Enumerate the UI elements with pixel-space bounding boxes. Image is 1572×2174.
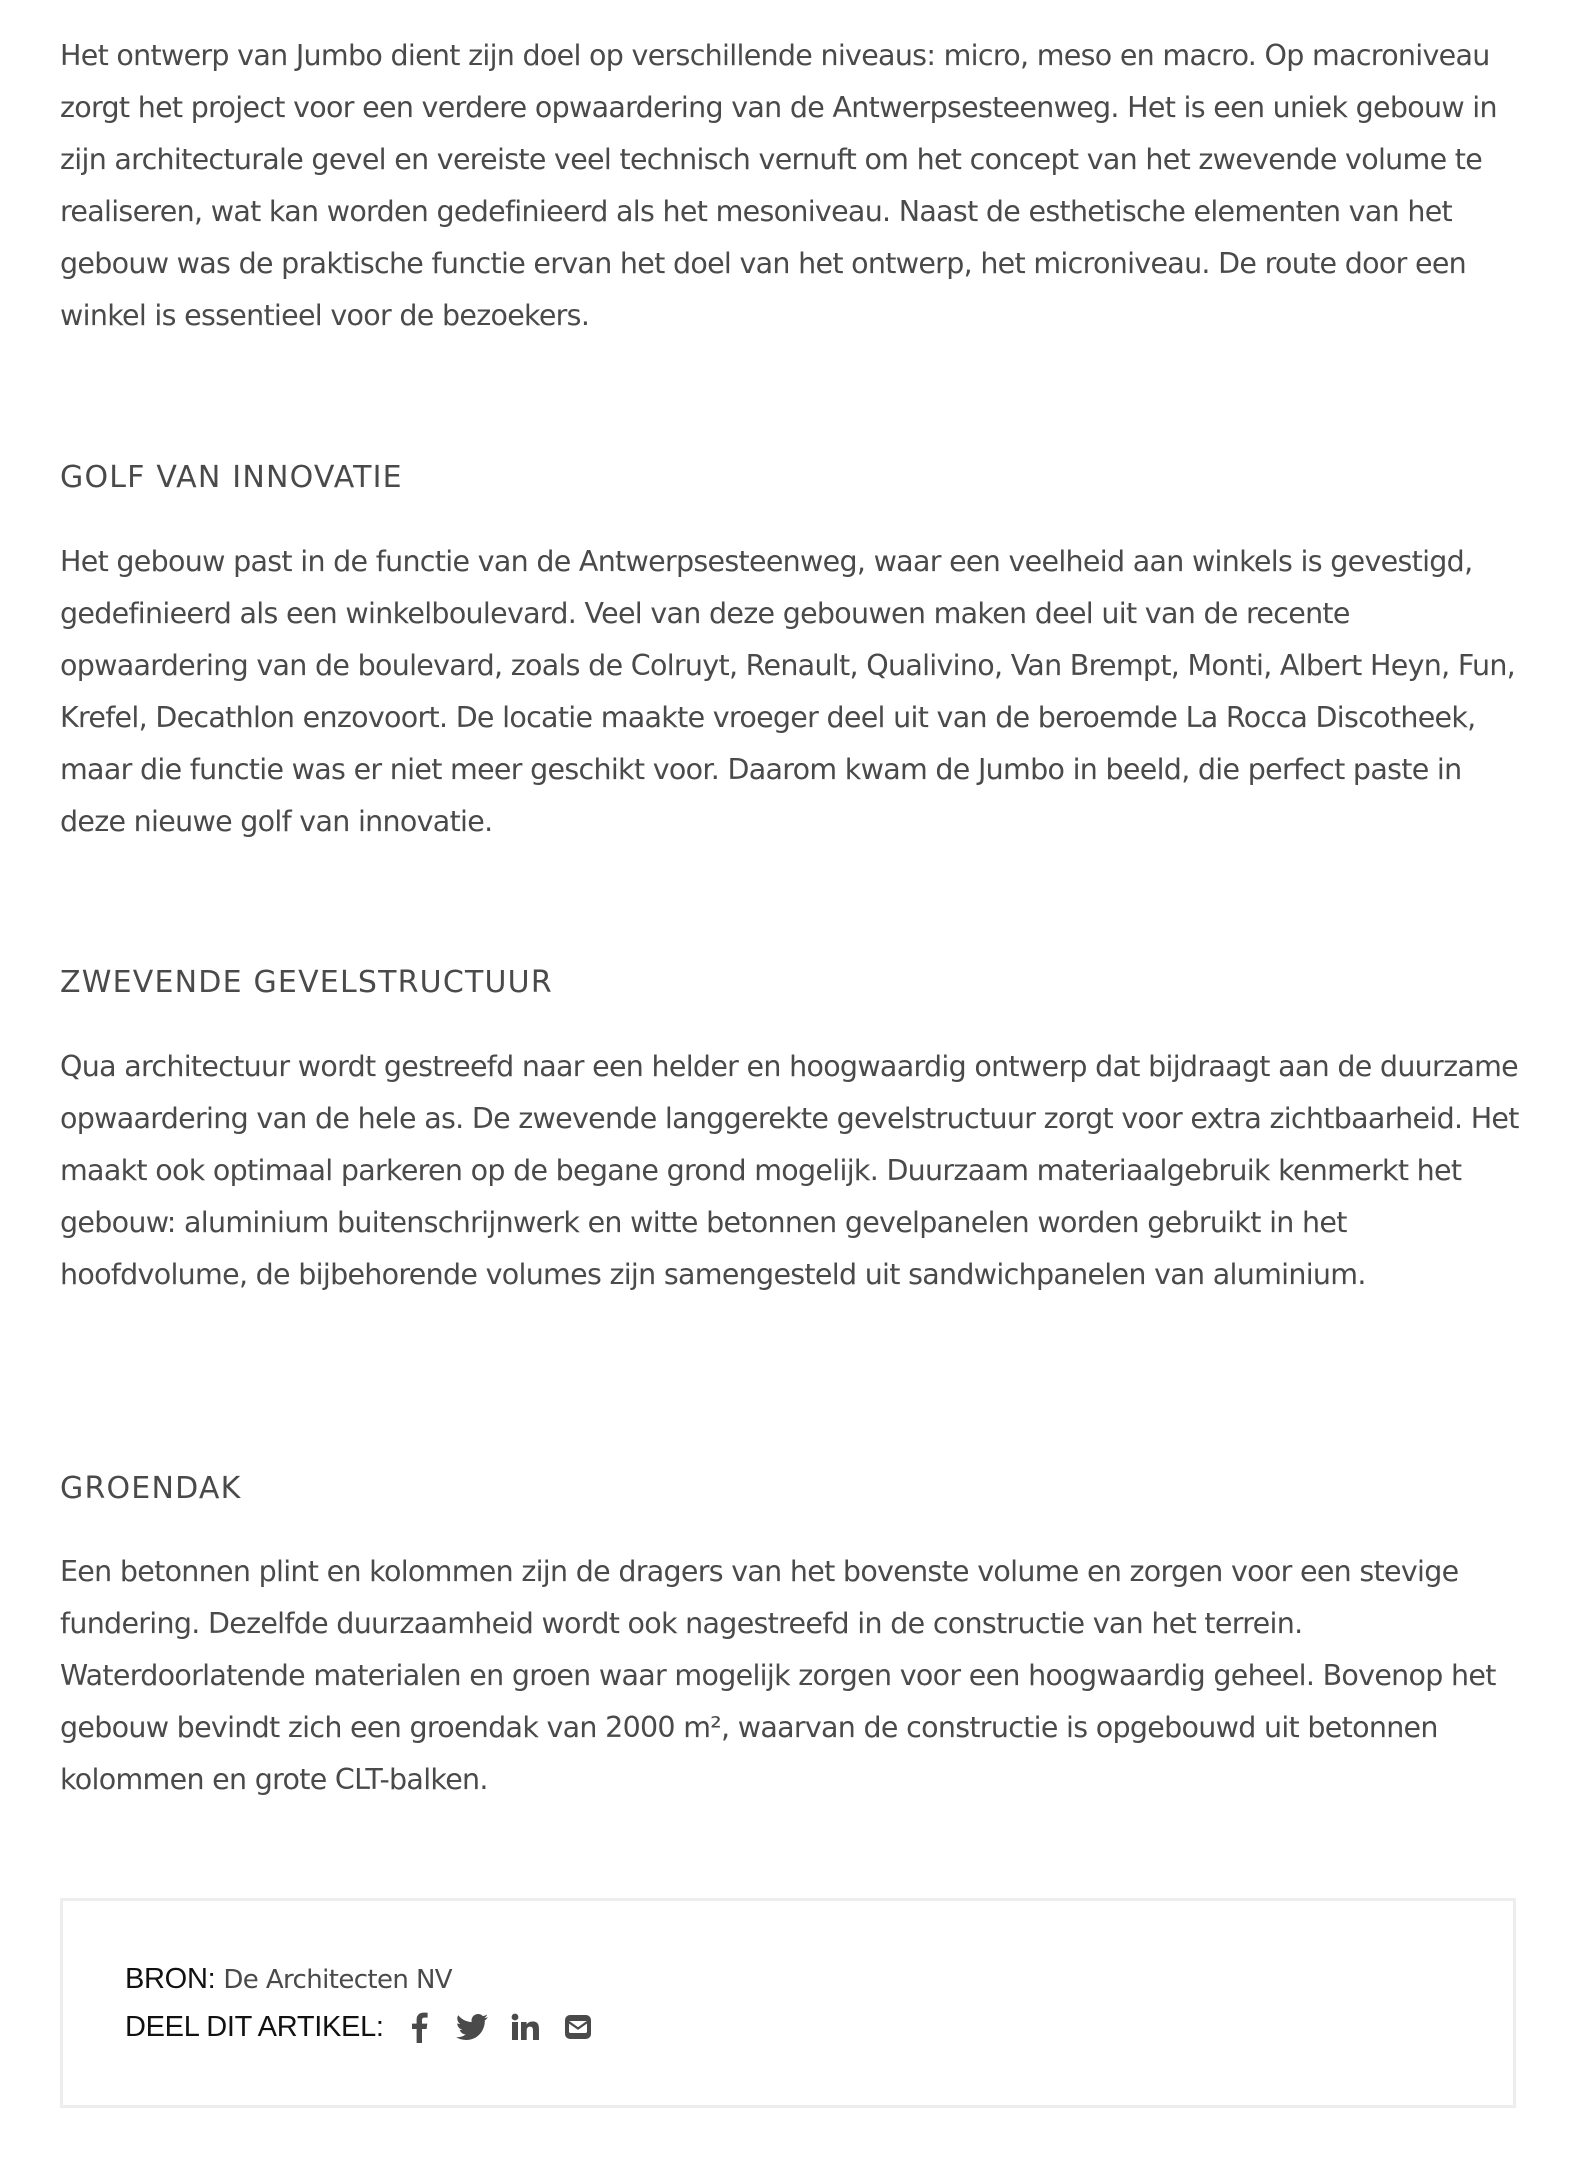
section-heading-zwevende-gevelstructuur: ZWEVENDE GEVELSTRUCTUUR [60, 965, 553, 1000]
intro-paragraph: Het ontwerp van Jumbo dient zijn doel op verschillende niveaus: micro, meso en macro. Op macroniveau zorgt het project voor een verdere opwaardering van de Antwerpsesteenweg. Het is een uniek gebouw in zijn architecturale gevel en vereiste veel technisch vernuft om het concept van het zwevende volume te realiseren, wat kan worden gedefinieerd als het mesoniveau. Naast de esthetische elementen van het gebouw was de praktische functie ervan het doel van het ontwerp, het microniveau. De route door een winkel is essentieel voor de bezoekers. [60, 39, 1497, 332]
source-share-box [60, 1898, 1516, 2108]
share-icons [402, 2010, 614, 2044]
twitter-icon[interactable] [455, 2010, 489, 2044]
source-label: BRON: [125, 1963, 216, 1995]
source-value: De Architecten NV [223, 1965, 452, 1995]
share-label: DEEL DIT ARTIKEL: [125, 2010, 384, 2043]
linkedin-icon[interactable] [508, 2010, 542, 2044]
section-paragraph-groendak: Een betonnen plint en kolommen zijn de dragers van het bovenste volume en zorgen voor een stevige fundering. Dezelfde duurzaamheid wordt ook nagestreefd in de constructie van het terrein. Waterdoorlatende materialen en groen waar mogelijk zorgen voor een hoogwaardig geheel. Bovenop het gebouw bevindt zich een groendak van 2000 m², waarvan de constructie is opgebouwd uit betonnen kolommen en grote CLT-balken. [60, 1555, 1496, 1796]
section-paragraph-zwevende-gevelstructuur: Qua architectuur wordt gestreefd naar een helder en hoogwaardig ontwerp dat bijdraagt aan de duurzame opwaardering van de hele as. De zwevende langgerekte gevelstructuur zorgt voor extra zichtbaarheid. Het maakt ook optimaal parkeren op de begane grond mogelijk. Duurzaam materiaalgebruik kenmerkt het gebouw: aluminium buitenschrijnwerk en witte betonnen gevelpanelen worden gebruikt in het hoofdvolume, de bijbehorende volumes zijn samengesteld uit sandwichpanelen van aluminium. [60, 1050, 1519, 1291]
section-heading-groendak: GROENDAK [60, 1471, 242, 1506]
envelope-icon[interactable] [561, 2010, 595, 2044]
facebook-icon[interactable] [402, 2010, 436, 2044]
section-heading-golf-van-innovatie: GOLF VAN INNOVATIE [60, 460, 403, 495]
source-line [125, 1963, 452, 1999]
section-paragraph-golf-van-innovatie: Het gebouw past in de functie van de Antwerpsesteenweg, waar een veelheid aan winkels is gevestigd, gedefinieerd als een winkelboulevard. Veel van deze gebouwen maken deel uit van de recente opwaardering van de boulevard, zoals de Colruyt, Renault, Qualivino, Van Brempt, Monti, Albert Heyn, Fun, Krefel, Decathlon enzovoort. De locatie maakte vroeger deel uit van de beroemde La Rocca Discotheek, maar die functie was er niet meer geschikt voor. Daarom kwam de Jumbo in beeld, die perfect paste in deze nieuwe golf van innovatie. [60, 545, 1516, 838]
share-line [125, 2007, 614, 2047]
